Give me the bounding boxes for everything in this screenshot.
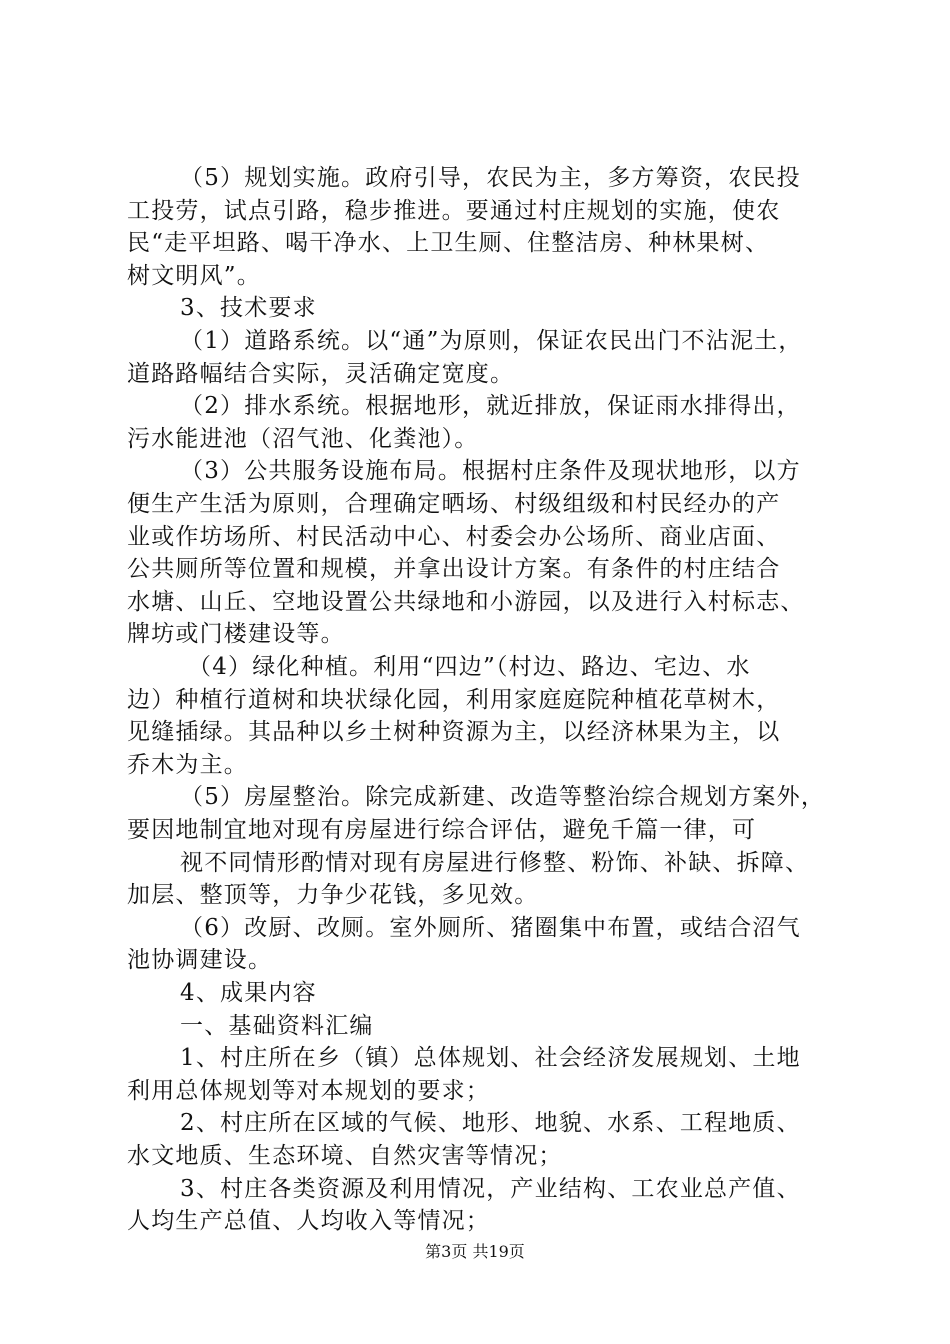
text-line: 便生产生活为原则，合理确定晒场、村级组级和村民经办的产	[127, 491, 781, 517]
text-line: （4）绿化种植。利用“四边”（村边、路边、宅边、水	[188, 654, 751, 680]
text-line: 树文明风”。	[127, 262, 261, 289]
text-line: 水塘、山丘、空地设置公共绿地和小游园，以及进行入村标志、	[127, 588, 805, 615]
text-line: 要因地制宜地对现有房屋进行综合评估，避免千篇一律，可	[127, 817, 757, 843]
text-line: （3）公共服务设施布局。根据村庄条件及现状地形，以方	[180, 458, 801, 485]
text-line: 公共厕所等位置和规模，并拿出设计方案。有条件的村庄结合	[127, 556, 781, 583]
text-line: 见缝插绿。其品种以乡土树种资源为主，以经济林果为主，以	[127, 719, 781, 746]
text-line: （2）排水系统。根据地形，就近排放，保证雨水排得出，	[180, 393, 801, 420]
text-line: 边）种植行道树和块状绿化园，利用家庭庭院种植花草树木，	[127, 686, 781, 713]
text-line: 工投劳，试点引路，稳步推进。要通过村庄规划的实施，使农	[127, 197, 781, 224]
text-line: 乔木为主。	[127, 751, 248, 778]
text-line: 池协调建设。	[127, 947, 273, 974]
text-line: （5）房屋整治。除完成新建、改造等整治综合规划方案外，	[180, 784, 826, 811]
text-line: 加层、整顶等，力争少花钱，多见效。	[127, 882, 539, 909]
section-heading: 4、成果内容	[180, 980, 317, 1006]
text-line: 业或作坊场所、村民活动中心、村委会办公场所、商业店面、	[127, 523, 781, 550]
text-line: 视不同情形酌情对现有房屋进行修整、粉饰、补缺、拆障、	[180, 849, 810, 876]
page-footer: 第3页 共19页	[425, 1242, 525, 1261]
subsection-heading: 一、基础资料汇编	[180, 1012, 374, 1039]
text-line: （1）道路系统。以“通”为原则，保证农民出门不沾泥土，	[180, 328, 803, 354]
text-line: 3、村庄各类资源及利用情况，产业结构、工农业总产值、	[180, 1175, 801, 1202]
section-heading: 3、技术要求	[180, 295, 317, 322]
text-line: 道路路幅结合实际，灵活确定宽度。	[127, 360, 515, 387]
text-line: 民“走平坦路、喝干净水、上卫生厕、住整洁房、种林果树、	[127, 230, 770, 257]
text-line: 1、村庄所在乡（镇）总体规划、社会经济发展规划、土地	[180, 1045, 801, 1072]
text-line: 利用总体规划等对本规划的要求；	[127, 1077, 490, 1104]
text-line: 水文地质、生态环境、自然灾害等情况；	[127, 1143, 563, 1169]
text-line: （5）规划实施。政府引导，农民为主，多方筹资，农民投	[180, 165, 801, 191]
text-line: （6）改厨、改厕。室外厕所、猪圈集中布置，或结合沼气	[180, 914, 801, 941]
text-line: 2、村庄所在区域的气候、地形、地貌、水系、工程地质、	[180, 1110, 801, 1137]
text-line: 牌坊或门楼建设等。	[127, 621, 345, 648]
text-line: 污水能进池（沼气池、化粪池）。	[127, 425, 479, 452]
text-line: 人均生产总值、人均收入等情况；	[127, 1208, 490, 1235]
